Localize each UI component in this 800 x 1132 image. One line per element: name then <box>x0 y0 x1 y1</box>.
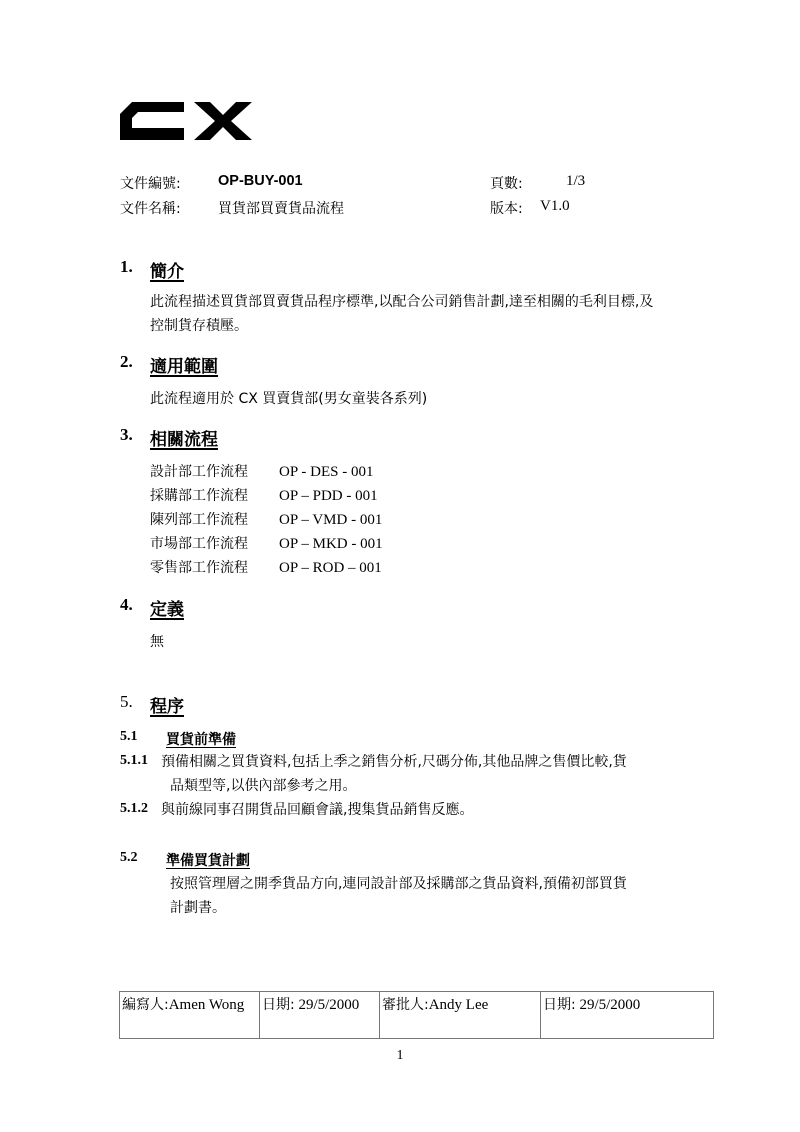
doc-number-label: 文件編號: <box>120 176 181 192</box>
subsection-5-2-line-2: 計劃書。 <box>170 900 226 916</box>
section-1-text-line-1: 此流程描述買貨部買賣貨品程序標準,以配合公司銷售計劃,達至相關的毛利目標,及 <box>150 294 654 310</box>
sign-off-row <box>120 992 714 1039</box>
item-5-1-2-number: 5.1.2 <box>120 801 148 816</box>
section-3-title: 相關流程 <box>150 430 218 450</box>
item-5-1-1-number: 5.1.1 <box>120 753 148 768</box>
flow-name: 採購部工作流程 <box>150 488 248 504</box>
flow-code: OP – VMD - 001 <box>279 512 383 528</box>
item-5-1-1-line-2: 品類型等,以供內部參考之用。 <box>170 778 357 794</box>
related-flows-list <box>150 460 383 580</box>
approver-date-cell <box>541 992 714 1039</box>
author-cell <box>120 992 260 1039</box>
section-3-number: 3. <box>120 425 133 444</box>
flow-row <box>150 532 383 556</box>
section-4-number: 4. <box>120 595 133 614</box>
section-1-text-line-2: 控制貨存積壓。 <box>150 318 248 334</box>
section-2-text: 此流程適用於 CX 買賣貨部(男女童裝各系列) <box>150 391 428 407</box>
author-date-cell <box>260 992 380 1039</box>
flow-name: 市場部工作流程 <box>150 536 248 552</box>
approver-cell <box>380 992 541 1039</box>
flow-row <box>150 508 383 532</box>
flow-code: OP – PDD - 001 <box>279 488 378 504</box>
author-date-label: 日期: <box>262 997 295 1013</box>
version-label: 版本: <box>490 201 523 217</box>
flow-code: OP – ROD – 001 <box>279 560 382 576</box>
section-4-title: 定義 <box>150 600 184 620</box>
approver-date-label: 日期: <box>543 997 576 1013</box>
author-value: Amen Wong <box>168 997 245 1013</box>
flow-row <box>150 460 383 484</box>
section-2-title: 適用範圍 <box>150 357 218 377</box>
section-4-text: 無 <box>150 634 164 650</box>
item-5-1-2-line-1: 與前線同事召開貨品回顧會議,搜集貨品銷售反應。 <box>161 802 474 818</box>
section-5-number: 5. <box>120 692 133 711</box>
flow-row <box>150 484 383 508</box>
approver-value: Andy Lee <box>428 997 489 1013</box>
section-1-number: 1. <box>120 257 133 276</box>
doc-name-value: 買貨部買賣貨品流程 <box>218 201 344 217</box>
subsection-5-1-number: 5.1 <box>120 729 138 744</box>
cx-logo-icon <box>120 102 252 140</box>
subsection-5-2-title: 準備買貨計劃 <box>166 853 250 869</box>
flow-code: OP – MKD - 001 <box>279 536 383 552</box>
item-5-1-1-line-1: 預備相關之買貨資料,包括上季之銷售分析,尺碼分佈,其他品牌之售價比較,貨 <box>161 754 627 770</box>
flow-name: 陳列部工作流程 <box>150 512 248 528</box>
section-1-title: 簡介 <box>150 262 184 282</box>
flow-name: 設計部工作流程 <box>150 464 248 480</box>
doc-number-value: OP-BUY-001 <box>218 173 303 189</box>
flow-row <box>150 556 383 580</box>
subsection-5-1-title: 買貨前準備 <box>166 732 236 748</box>
page-number: 1 <box>396 1048 404 1063</box>
section-5-title: 程序 <box>150 697 184 717</box>
doc-name-label: 文件名稱: <box>120 201 181 217</box>
sign-off-table <box>119 991 714 1039</box>
section-2-number: 2. <box>120 352 133 371</box>
version-value: V1.0 <box>540 198 570 214</box>
pages-value: 1/3 <box>566 173 586 189</box>
subsection-5-2-number: 5.2 <box>120 850 138 865</box>
author-label: 編寫人: <box>122 997 169 1013</box>
pages-label: 頁數: <box>490 176 523 192</box>
flow-code: OP - DES - 001 <box>279 464 374 480</box>
author-date-value: 29/5/2000 <box>294 997 360 1013</box>
flow-name: 零售部工作流程 <box>150 560 248 576</box>
subsection-5-2-line-1: 按照管理層之開季貨品方向,連同設計部及採購部之貨品資料,預備初部買貨 <box>170 876 627 892</box>
approver-label: 審批人: <box>382 997 429 1013</box>
approver-date-value: 29/5/2000 <box>575 997 641 1013</box>
